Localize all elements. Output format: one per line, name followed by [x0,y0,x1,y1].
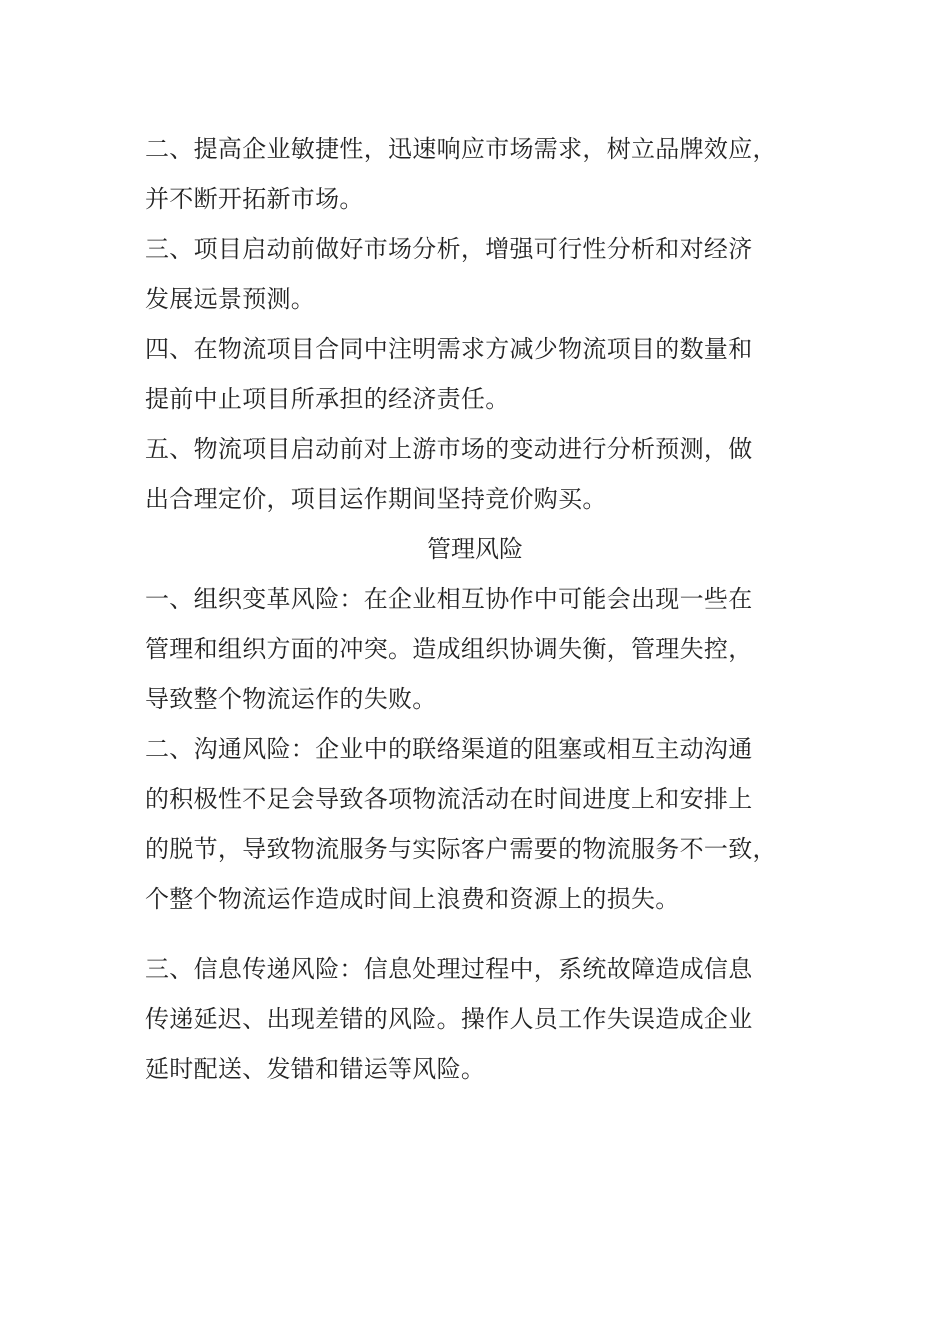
paragraph-line: 四、在物流项目合同中注明需求方减少物流项目的数量和 [145,335,753,363]
paragraph-line: 出合理定价，项目运作期间坚持竞价购买。 [145,485,607,513]
paragraph-line: 五、物流项目启动前对上游市场的变动进行分析预测，做 [145,435,753,463]
paragraph-line: 提前中止项目所承担的经济责任。 [145,385,510,413]
paragraph-line: 三、信息传递风险：信息处理过程中，系统故障造成信息 [145,955,753,983]
paragraph-line: 并不断开拓新市场。 [145,185,364,213]
paragraph-line: 的积极性不足会导致各项物流活动在时间进度上和安排上 [145,785,753,813]
paragraph-line: 个整个物流运作造成时间上浪费和资源上的损失。 [145,885,680,913]
paragraph-line: 二、沟通风险：企业中的联络渠道的阻塞或相互主动沟通 [145,735,753,763]
paragraph-line: 传递延迟、出现差错的风险。操作人员工作失误造成企业 [145,1005,753,1033]
paragraph-line: 二、提高企业敏捷性，迅速响应市场需求，树立品牌效应， [145,135,777,163]
section-title: 管理风险 [427,535,523,563]
paragraph-line: 管理和组织方面的冲突。造成组织协调失衡，管理失控， [145,635,753,663]
paragraph-line: 的脱节，导致物流服务与实际客户需要的物流服务不一致， [145,835,777,863]
paragraph-line: 发展远景预测。 [145,285,316,313]
paragraph-line: 导致整个物流运作的失败。 [145,685,437,713]
paragraph-line: 延时配送、发错和错运等风险。 [145,1055,486,1083]
paragraph-line: 一、组织变革风险：在企业相互协作中可能会出现一些在 [145,585,753,613]
paragraph-line: 三、项目启动前做好市场分析，增强可行性分析和对经济 [145,235,753,263]
